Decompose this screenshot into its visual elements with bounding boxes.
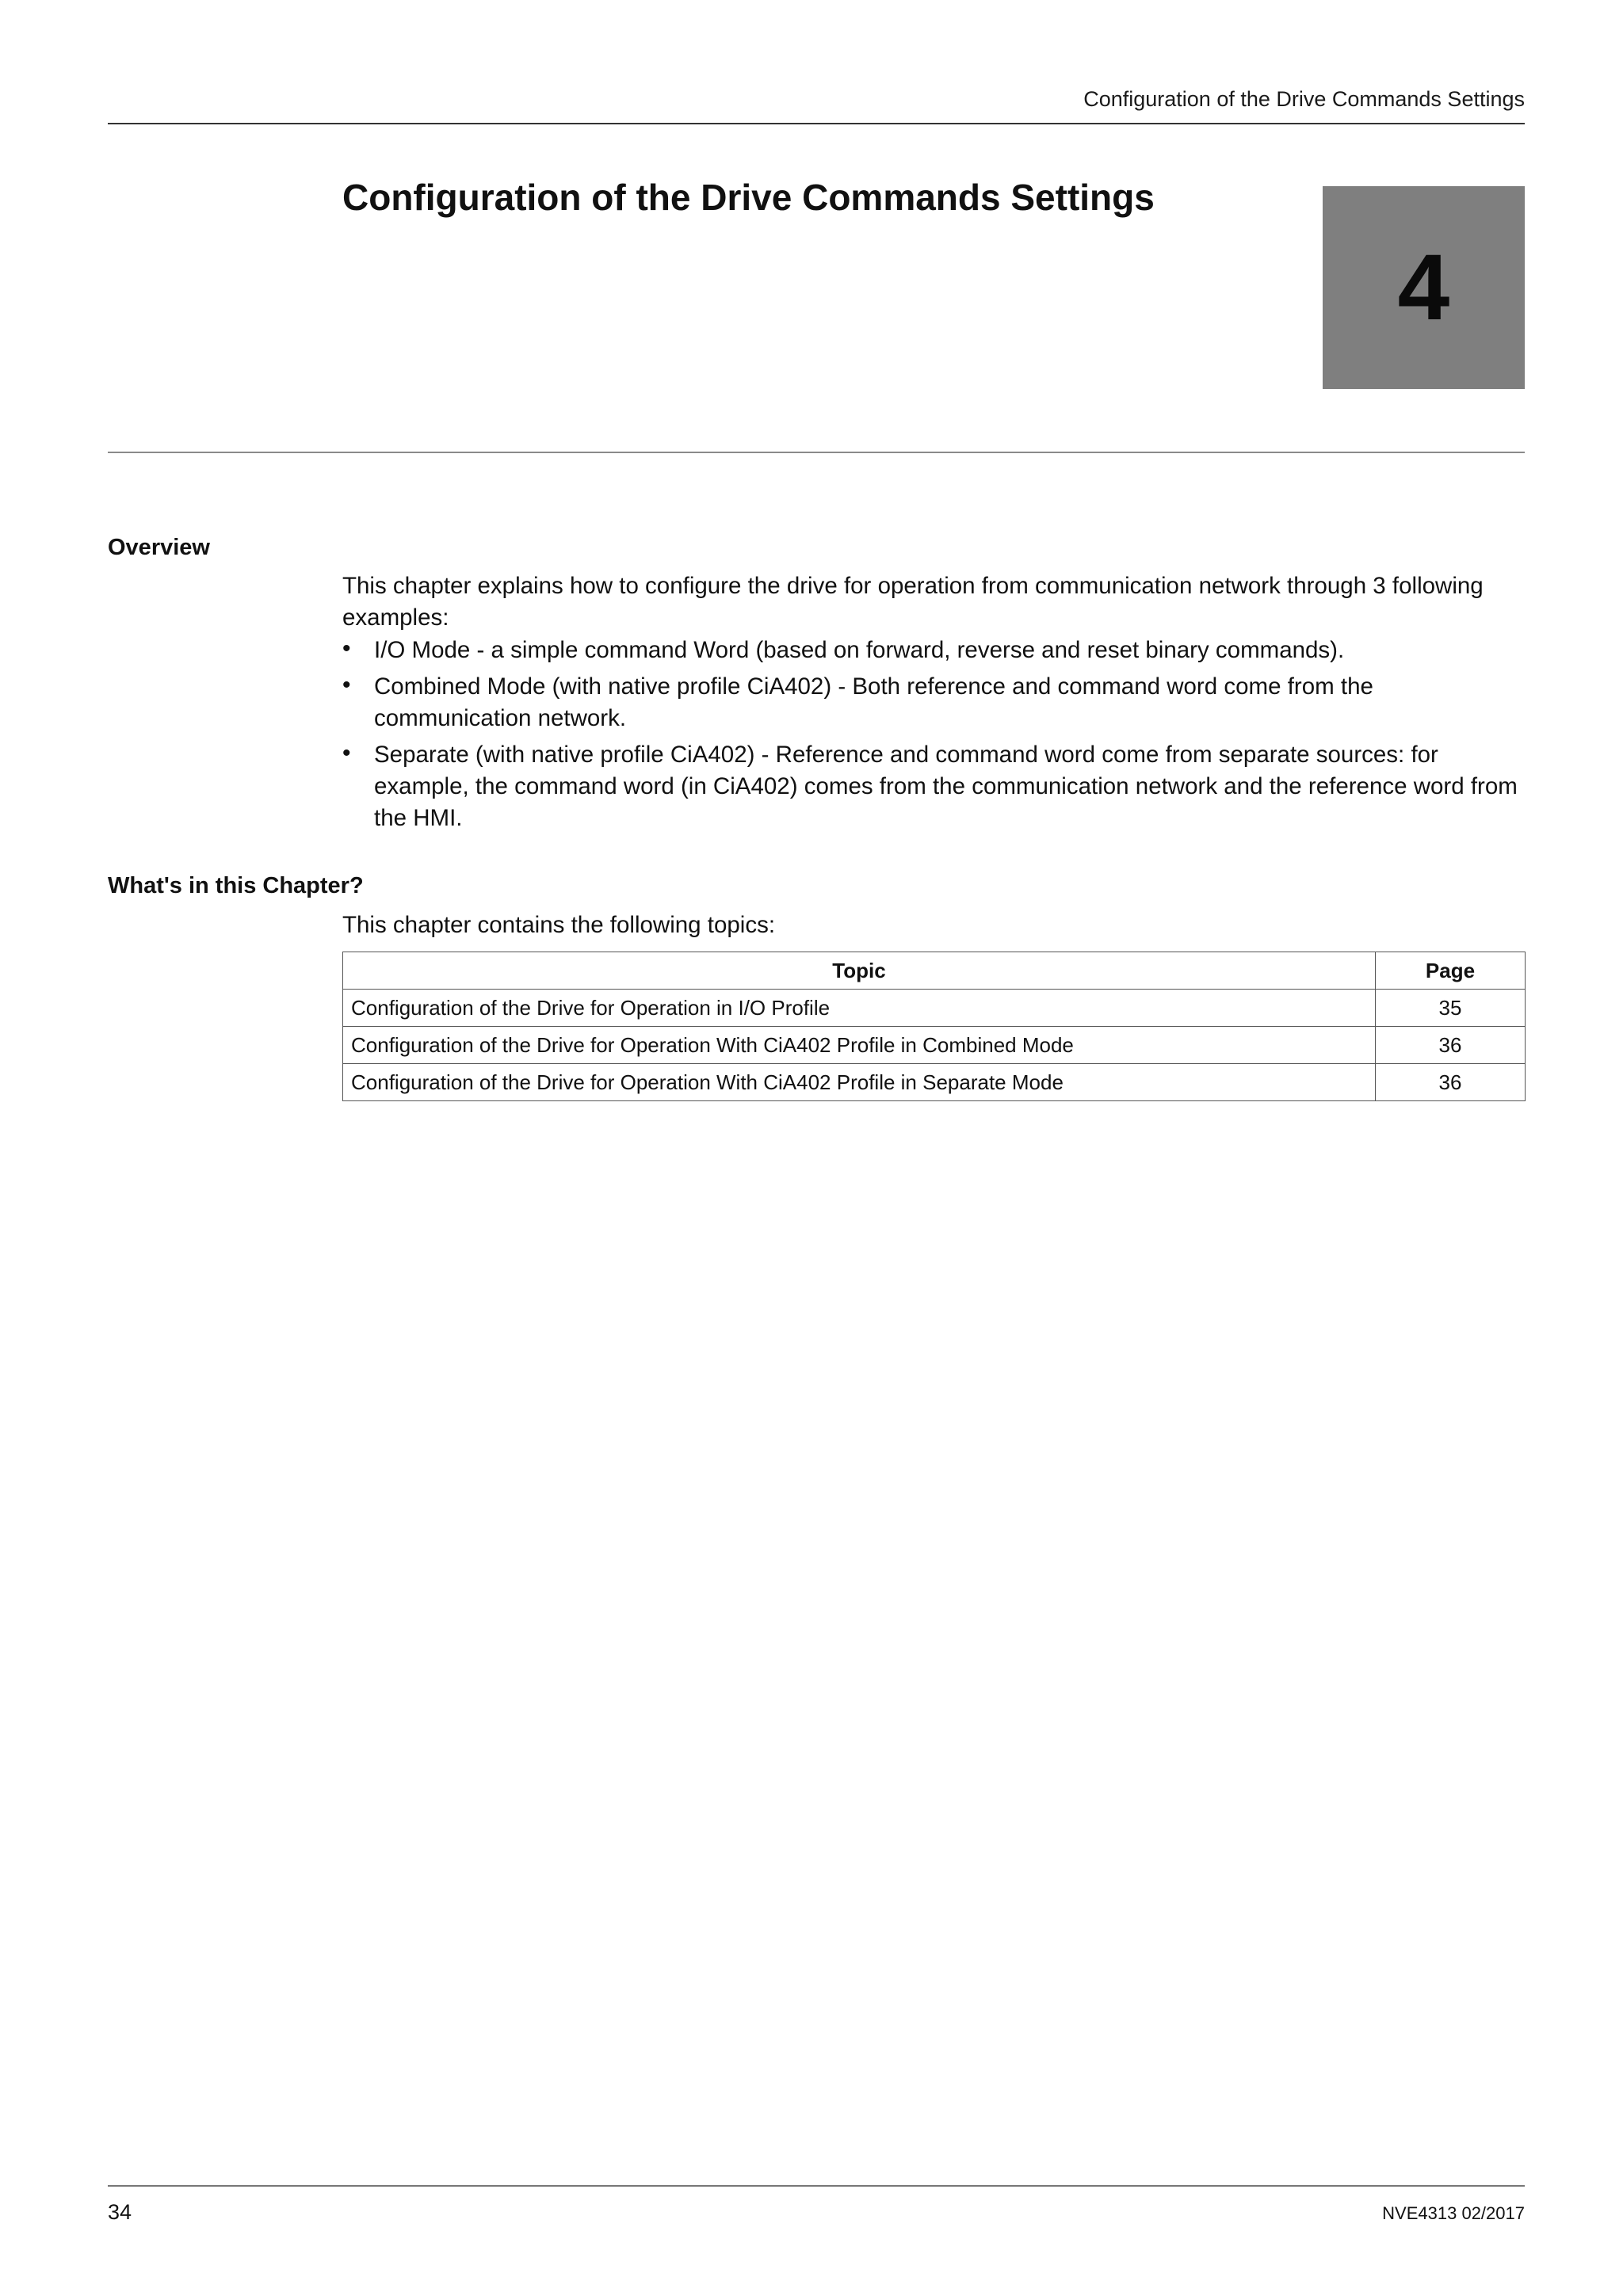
header-rule <box>108 123 1525 124</box>
topic-cell[interactable]: Configuration of the Drive for Operation in I/O Profile <box>343 990 1376 1027</box>
list-item <box>342 739 1531 834</box>
bullet-text: Separate (with native profile CiA402) - Reference and command word come from separate sources: for example, the command word (in CiA402) comes from the communication network and the reference word from the HMI. <box>374 742 1518 831</box>
chapter-number-box <box>1323 186 1525 389</box>
contents-heading: What's in this Chapter? <box>108 873 364 898</box>
list-item <box>342 671 1531 734</box>
page-cell[interactable]: 36 <box>1376 1064 1526 1101</box>
bullet-icon: • <box>342 740 351 766</box>
title-rule <box>108 452 1525 453</box>
bullet-icon: • <box>342 635 351 662</box>
bullet-text: Combined Mode (with native profile CiA402) - Both reference and command word come from the communication network. <box>374 673 1373 731</box>
page-cell[interactable]: 35 <box>1376 990 1526 1027</box>
bullet-icon: • <box>342 672 351 698</box>
page-cell[interactable]: 36 <box>1376 1027 1526 1064</box>
table-header-row <box>343 952 1526 990</box>
topics-table <box>342 952 1526 1101</box>
topic-cell[interactable]: Configuration of the Drive for Operation With CiA402 Profile in Combined Mode <box>343 1027 1376 1064</box>
document-reference: NVE4313 02/2017 <box>1382 2203 1525 2223</box>
footer-rule <box>108 2185 1525 2187</box>
overview-intro: This chapter explains how to configure the drive for operation from communication network through 3 following examples: <box>342 573 1484 631</box>
overview-heading: Overview <box>108 535 210 560</box>
chapter-title: Configuration of the Drive Commands Settings <box>342 177 1155 218</box>
table-row <box>343 1064 1526 1101</box>
bullet-text: I/O Mode - a simple command Word (based on forward, reverse and reset binary commands). <box>374 637 1345 663</box>
running-header: Configuration of the Drive Commands Settings <box>1083 87 1525 111</box>
contents-intro: This chapter contains the following topics: <box>342 912 776 938</box>
table-row <box>343 990 1526 1027</box>
chapter-number: 4 <box>1397 235 1450 340</box>
page-column-header: Page <box>1376 952 1526 990</box>
overview-bullet-list <box>342 635 1531 839</box>
topic-cell[interactable]: Configuration of the Drive for Operation With CiA402 Profile in Separate Mode <box>343 1064 1376 1101</box>
table-row <box>343 1027 1526 1064</box>
page-number: 34 <box>108 2200 132 2224</box>
topic-column-header: Topic <box>343 952 1376 990</box>
list-item <box>342 635 1531 666</box>
